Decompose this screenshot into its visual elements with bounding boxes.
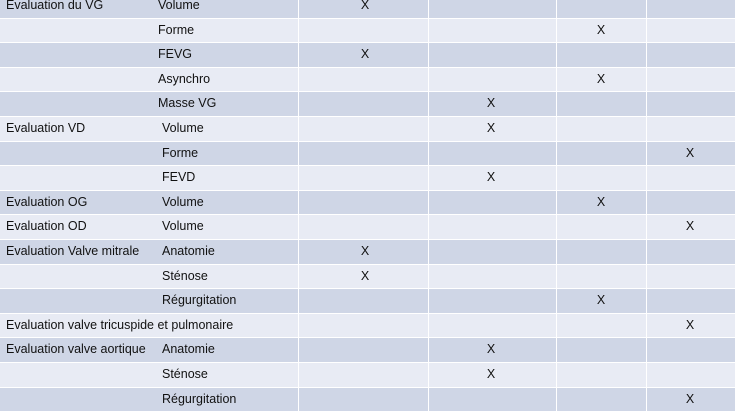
column-divider xyxy=(556,0,557,413)
row-parameter: Sténose xyxy=(162,367,208,381)
table-row xyxy=(0,0,735,18)
row-mark xyxy=(680,191,700,215)
row-mark: X xyxy=(360,0,370,12)
row-mark xyxy=(591,240,611,264)
row-mark xyxy=(591,388,611,412)
row-parameter: Forme xyxy=(162,145,199,160)
table-row xyxy=(0,215,735,239)
row-category: Evaluation VD xyxy=(6,121,86,135)
row-mark xyxy=(355,338,375,362)
row-mark xyxy=(481,240,501,264)
row-mark: X xyxy=(486,367,496,381)
row-parameter: Volume xyxy=(162,194,204,209)
row-mark xyxy=(591,314,611,338)
row-parameter: Anatomie xyxy=(162,342,215,357)
row-parameter: Volume xyxy=(162,121,204,135)
row-mark xyxy=(680,19,700,43)
row-mark xyxy=(355,289,375,313)
row-mark: X xyxy=(486,96,496,111)
table-row xyxy=(0,68,735,92)
row-mark xyxy=(355,19,375,43)
row-mark xyxy=(680,68,700,92)
row-mark xyxy=(680,265,700,289)
row-parameter: Masse VG xyxy=(158,96,217,111)
row-mark: X xyxy=(685,391,695,406)
row-mark xyxy=(481,289,501,313)
row-mark xyxy=(680,43,700,67)
row-mark xyxy=(481,388,501,412)
row-mark: X xyxy=(685,317,695,332)
row-mark: X xyxy=(360,268,370,283)
row-category: Evaluation OD xyxy=(6,219,87,234)
table-row xyxy=(0,43,735,67)
row-parameter: Volume xyxy=(158,0,200,12)
row-parameter: Anatomie xyxy=(162,244,215,258)
row-category: Evaluation valve tricuspide et pulmonaire xyxy=(6,317,234,332)
row-mark xyxy=(355,117,375,141)
row-mark: X xyxy=(596,194,606,209)
row-mark xyxy=(591,43,611,67)
row-mark xyxy=(355,388,375,412)
row-mark xyxy=(591,363,611,387)
row-category: Evaluation Valve mitrale xyxy=(6,244,140,258)
row-mark xyxy=(591,92,611,116)
row-parameter: Forme xyxy=(158,22,195,37)
row-mark: X xyxy=(486,170,496,185)
row-parameter: Régurgitation xyxy=(162,293,237,308)
row-mark xyxy=(481,0,501,18)
row-parameter: Sténose xyxy=(162,268,208,283)
row-mark xyxy=(481,215,501,239)
table-row xyxy=(0,338,735,362)
table-row xyxy=(0,289,735,313)
row-mark: X xyxy=(486,342,496,357)
row-mark xyxy=(355,142,375,166)
row-mark xyxy=(481,314,501,338)
row-mark xyxy=(481,191,501,215)
table-row xyxy=(0,191,735,215)
row-mark xyxy=(591,117,611,141)
row-mark xyxy=(481,265,501,289)
row-mark: X xyxy=(360,244,370,258)
row-mark xyxy=(680,166,700,190)
row-mark: X xyxy=(596,293,606,308)
row-mark xyxy=(591,265,611,289)
table-row xyxy=(0,240,735,264)
row-category: Evaluation OG xyxy=(6,194,88,209)
row-mark xyxy=(591,0,611,18)
row-parameter: FEVG xyxy=(158,47,193,62)
row-mark xyxy=(680,240,700,264)
row-mark xyxy=(680,117,700,141)
row-mark xyxy=(355,314,375,338)
row-mark xyxy=(591,215,611,239)
row-mark xyxy=(680,289,700,313)
row-mark xyxy=(680,338,700,362)
row-mark xyxy=(481,68,501,92)
row-mark xyxy=(481,43,501,67)
row-mark xyxy=(591,166,611,190)
table-row xyxy=(0,142,735,166)
row-mark xyxy=(355,191,375,215)
row-parameter: Volume xyxy=(162,219,204,234)
column-divider xyxy=(428,0,429,413)
row-mark xyxy=(680,0,700,18)
table-row xyxy=(0,117,735,141)
row-mark xyxy=(680,92,700,116)
row-mark xyxy=(481,19,501,43)
row-mark xyxy=(355,166,375,190)
row-parameter: Asynchro xyxy=(158,71,211,86)
table-row xyxy=(0,314,735,338)
row-mark xyxy=(355,92,375,116)
row-mark xyxy=(355,68,375,92)
column-divider xyxy=(298,0,299,413)
row-category: Evaluation du VG xyxy=(6,0,104,12)
row-mark: X xyxy=(360,47,370,62)
row-mark xyxy=(680,363,700,387)
table-row xyxy=(0,265,735,289)
row-mark xyxy=(591,142,611,166)
table-row xyxy=(0,388,735,412)
row-parameter: FEVD xyxy=(162,170,196,185)
row-mark: X xyxy=(685,145,695,160)
row-mark: X xyxy=(596,22,606,37)
row-parameter: Régurgitation xyxy=(162,391,237,406)
row-category: Evaluation valve aortique xyxy=(6,342,146,357)
column-divider xyxy=(646,0,647,413)
table-row xyxy=(0,363,735,387)
row-mark xyxy=(355,215,375,239)
table-row xyxy=(0,166,735,190)
row-mark xyxy=(481,142,501,166)
row-mark xyxy=(355,363,375,387)
table-row xyxy=(0,92,735,116)
row-mark: X xyxy=(685,219,695,234)
row-mark xyxy=(591,338,611,362)
row-mark: X xyxy=(486,121,496,135)
row-mark: X xyxy=(596,71,606,86)
table-row xyxy=(0,19,735,43)
